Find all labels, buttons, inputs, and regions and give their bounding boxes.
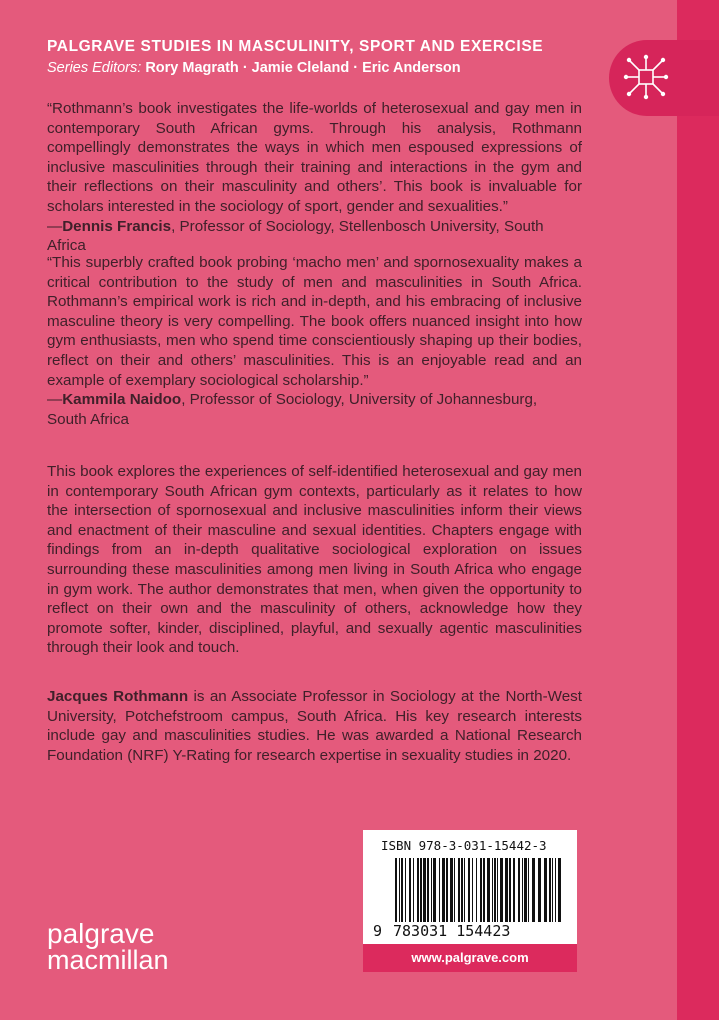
endorsement-quote-2 [47,253,582,429]
publisher-name-line1: palgrave [47,918,155,949]
quote-author: Dennis Francis [62,217,172,235]
quote-affiliation: , Professor of Sociology, Stellenbosch University, South Africa [47,217,544,255]
barcode-icon [395,858,565,924]
isbn-label: ISBN 978-3-031-15442-3 [381,838,547,853]
publisher-logo [47,920,169,974]
series-editors [47,60,461,76]
barcode-digits [373,922,563,940]
bio-text: is an Associate Professor in Sociology at the North-West University, Potchefstroom campus, South Africa. His key research interests include gay and masculinities studies. He was awarded a National Research Foundation (NRF) Y-Rating for research expertise in sexuality studies in 2020. [47,688,582,764]
author-name: Jacques Rothmann [47,688,189,705]
series-logo-tab [609,40,719,116]
publisher-url[interactable]: www.palgrave.com [363,944,577,972]
barcode-number: 783031 154423 [393,922,511,940]
quote-author: Kammila Naidoo [62,391,182,409]
quote-attribution: —Kammila Naidoo, Professor of Sociology, University of Johannesburg, [47,391,538,409]
series-title: PALGRAVE STUDIES IN MASCULINITY, SPORT AND EXERCISE [47,38,544,55]
series-editors-label: Series Editors: [47,60,142,76]
series-editors-names: Rory Magrath · Jamie Cleland · Eric Anderson [145,60,461,76]
publisher-name-line2: macmillan [47,945,169,975]
author-bio [47,687,582,765]
spine-strip [677,0,719,1020]
quote-text: “This superbly crafted book probing ‘macho men’ and spornosexuality makes a critical contribution to the study of men and masculinities in South Africa. Rothmann’s empirical work is rich and in-depth, and his embracing of inclusive masculine theory is very compelling. The book offers nuanced insight into how gym enthusiasts, men who spend time conscientiously shaping up their bodies, reflect on their and others’ masculinities. This is an enjoyable read and an example of exemplary sociological scholarship.” [47,254,582,389]
quote-attribution: —Dennis Francis, Professor of Sociology, Stellenbosch University, South Africa [47,217,544,255]
quote-affiliation: , Professor of Sociology, University of Johannesburg, [181,391,538,409]
endorsement-quote-1 [47,99,582,256]
barcode-lead-digit: 9 [373,922,383,940]
quote-text: “Rothmann’s book investigates the life-worlds of heterosexual and gay men in contemporary South African gyms. Through his analysis, Rothmann compellingly demonstrates the ways in which men espoused expressions of inclusive masculinities through their training and interactions in the gym and their reflections on their masculinity and others’. This book is invaluable for scholars interested in the sociology of sport, gender and sexualities.” [47,100,582,215]
palgrave-network-logo-icon [623,54,669,100]
book-description [47,462,582,658]
description-text: This book explores the experiences of self-identified heterosexual and gay men in contemporary South African gym contexts, particularly as it relates to how the intersection of spornosexual and inclusive masculinities inform their views and enactment of their masculine and sexual identities. Chapters engage with findings from an in-depth qualitative sociological exploration on issues surrounding these masculinities among men living in South Africa who engage in gym work. The author demonstrates that men, when given the opportunity to reflect on their own and the masculinity of others, acknowledge how they promote softer, kinder, disciplined, playful, and sexually agentic masculinities through their look and touch. [47,463,582,657]
quote-affiliation-cont: South Africa [47,410,129,428]
